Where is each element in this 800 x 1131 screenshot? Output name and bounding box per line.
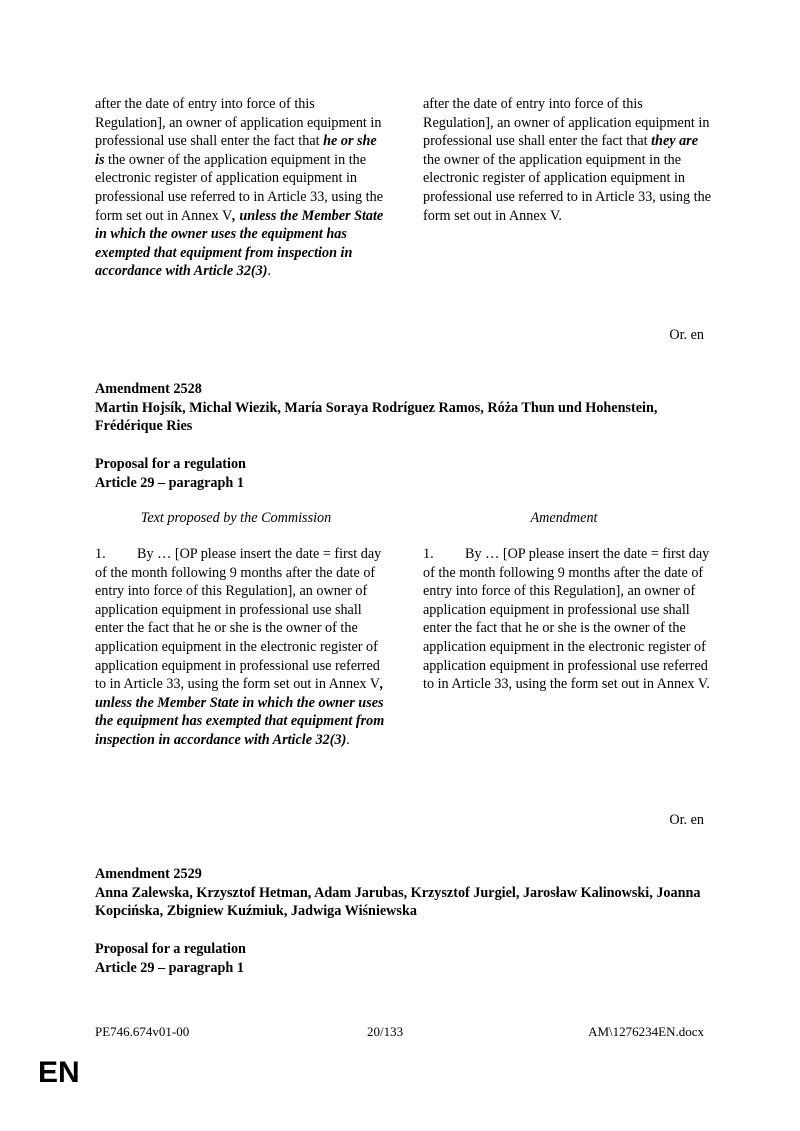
emphasis-run: they are — [651, 133, 698, 150]
column-heading-commission: Text proposed by the Commission — [140, 510, 332, 526]
language-code: EN — [38, 1056, 80, 1089]
emphasis-run: he or she is — [95, 133, 377, 168]
column-heading-amendment: Amendment — [530, 510, 598, 526]
amendment-2528-reference — [95, 455, 715, 492]
top-right-column — [423, 95, 715, 225]
article-label: Article 29 – paragraph 1 — [95, 959, 244, 976]
origin-language-2: Or. en — [669, 812, 704, 828]
text-run: the owner of the application equipment in the electronic register of application equipment in professional use referred to in Article 33, using the form set out in Annex V — [95, 151, 384, 224]
top-right-text — [423, 95, 715, 225]
text-run: the owner of the application equipment in the electronic register of application equipment in professional use referred to in Article 33, using the form set out in Annex V. — [423, 151, 712, 224]
amendment-authors: Martin Hojsík, Michal Wiezik, María Soraya Rodríguez Ramos, Róża Thun und Hohenstein, Frédérique Ries — [95, 399, 658, 435]
top-left-column — [95, 95, 387, 281]
commission-text — [95, 545, 387, 750]
emphasis-run: , unless the Member State in which the owner uses the equipment has exempted that equipment from inspection in accordance with Article 32(3) — [95, 676, 385, 748]
text-run: after the date of entry into force of this Regulation], an owner of application equipment in professional use shall enter the fact that — [423, 96, 710, 150]
text-run: . — [267, 263, 272, 280]
paragraph-number: 1. — [95, 546, 106, 562]
amendment-2529-header — [95, 865, 715, 921]
amendment-2528-header — [95, 380, 715, 436]
article-label: Article 29 – paragraph 1 — [95, 474, 244, 491]
amendment-title: Amendment 2528 — [95, 381, 202, 397]
footer-document-reference: PE746.674v01-00 — [95, 1024, 190, 1039]
footer-page-number: 20/133 — [367, 1024, 404, 1039]
origin-language-1: Or. en — [669, 327, 704, 343]
emphasis-run: , unless the Member State in which the owner uses the equipment has exempted that equipment from inspection in accordance with Article 32(3) — [95, 207, 384, 280]
amendment-2528-left-column — [95, 545, 387, 750]
proposal-label: Proposal for a regulation — [95, 941, 246, 957]
amendment-title: Amendment 2529 — [95, 866, 202, 882]
footer-file-name: AM\1276234EN.docx — [588, 1024, 704, 1039]
top-left-text — [95, 95, 387, 281]
amendment-2528-right-column — [423, 545, 715, 694]
text-run: By … [OP please insert the date = first day of the month following 9 months after the date of entry into force of this Regulation], an owner of application equipment in professional use shall enter the fact that he or she is the owner of the application equipment in the electronic register of application equipment in professional use referred to in Article 33, using the form set out in Annex V — [95, 546, 382, 693]
text-run: after the date of entry into force of this Regulation], an owner of application equipment in professional use shall enter the fact that — [95, 96, 382, 150]
amendment-authors: Anna Zalewska, Krzysztof Hetman, Adam Jarubas, Krzysztof Jurgiel, Jarosław Kalinowski, Joanna Kopcińska, Zbigniew Kuźmiuk, Jadwiga Wiśniewska — [95, 884, 701, 920]
text-run: By … [OP please insert the date = first day of the month following 9 months after the date of entry into force of this Regulation], an owner of application equipment in professional use shall enter the fact that he or she is the owner of the application equipment in the electronic register of application equipment in professional use referred to in Article 33, using the form set out in Annex V. — [423, 546, 710, 693]
proposal-label: Proposal for a regulation — [95, 456, 246, 472]
amendment-text — [423, 545, 715, 694]
amendment-2529-reference — [95, 940, 715, 977]
paragraph-number: 1. — [423, 546, 434, 562]
text-run: . — [346, 731, 350, 748]
